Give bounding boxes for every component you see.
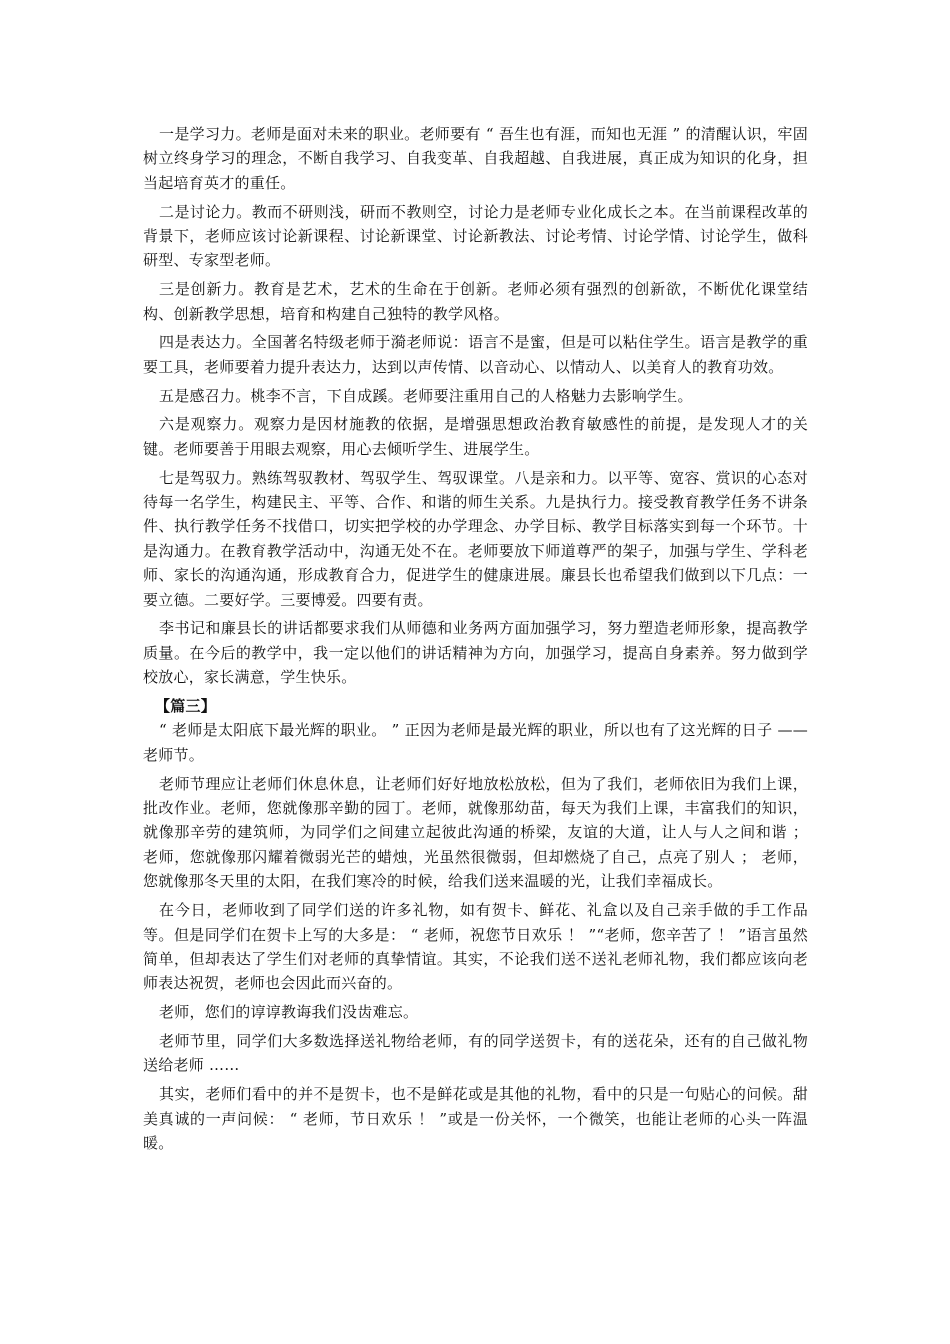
paragraph-observation: 六是观察力。观察力是因材施教的依据，是增强思想政治教育敏感性的前提，是发现人才的关键。老师要善于用眼去观察，用心去倾听学生、进展学生。 (143, 415, 808, 458)
paragraph-gratitude: 老师，您们的谆谆教诲我们没齿难忘。 (159, 1003, 419, 1022)
paragraph-innovation: 三是创新力。教育是艺术，艺术的生命在于创新。老师必须有强烈的创新欲，不断优化课堂结构、创新教学思想，培育和构建自己独特的教学风格。 (143, 280, 808, 323)
paragraph-learning: 一是学习力。老师是面对未来的职业。老师要有 “ 吾生也有涯，而知也无涯 ” 的清醒认识，牢固树立终身学习的理念，不断自我学习、自我变革、自我超越、自我进展，真正成为知识的化身，担当起培育英才的重任。 (143, 125, 808, 192)
paragraph-expression: 四是表达力。全国著名特级老师于漪老师说：语言不是蜜，但是可以粘住学生。语言是教学的重要工具，老师要着力提升表达力，达到以声传情、以音动心、以情动人、以美育人的教育功效。 (143, 333, 808, 376)
paragraph-charisma: 五是感召力。桃李不言，下自成蹊。老师要注重用自己的人格魅力去影响学生。 (159, 386, 693, 405)
paragraph-gift-choices: 老师节里，同学们大多数选择送礼物给老师，有的同学送贺卡，有的送花朵，还有的自己做礼物送给老师 …… (143, 1031, 808, 1075)
paragraph-greeting: 其实，老师们看中的并不是贺卡，也不是鲜花或是其他的礼物，看中的只是一句贴心的问候。甜美真诚的一声问候： “ 老师，节日欢乐 ！ ”或是一份关怀，一个微笑，也能让老师的心头一阵温暖。 (143, 1085, 808, 1152)
paragraph-teachers-day-praise: 老师节理应让老师们休息休息，让老师们好好地放松放松，但为了我们，老师依旧为我们上课，批改作业。老师，您就像那辛勤的园丁。老师，就像那幼苗，每天为我们上课，丰富我们的知识，就像那辛劳的建筑师，为同学们之间建立起彼此沟通的桥梁，友谊的大道，让人与人之间和谐 ； 老师，您就像那闪耀着微弱光芒的蜡烛，光虽然很微弱，但却燃烧了自己，点亮了别人 ； 老师，您就像那冬天里的太阳，在我们寒冷的时候，给我们送来温暖的光，让我们幸福成长。 (143, 774, 808, 891)
paragraph-teachers-day-intro: “ 老师是太阳底下最光辉的职业。 ” 正因为老师是最光辉的职业，所以也有了这光辉的日子 —— 老师节。 (143, 721, 808, 764)
paragraph-control: 七是驾驭力。熟练驾驭教材、驾驭学生、驾驭课堂。八是亲和力。以平等、宽容、赏识的心态对待每一名学生，构建民主、平等、合作、和谐的师生关系。九是执行力。接受教育教学任务不讲条件、执行教学任务不找借口，切实把学校的办学理念、办学目标、教学目标落实到每一个环节。十是沟通力。在教育教学活动中，沟通无处不在。老师要放下师道尊严的架子，加强与学生、学科老师、家长的沟通沟通，形成教育合力，促进学生的健康进展。廉县长也希望我们做到以下几点：一要立德。二要好学。三要博爱。四要有责。 (143, 468, 808, 609)
document-body (143, 122, 808, 1160)
section-heading: 【篇三】 (155, 697, 217, 716)
paragraph-summary: 李书记和廉县长的讲话都要求我们从师德和业务两方面加强学习，努力塑造老师形象，提高教学质量。在今后的教学中，我一定以他们的讲话精神为方向，加强学习，提高自身素养。努力做到学校放心，家长满意，学生快乐。 (143, 619, 808, 687)
paragraph-research: 二是讨论力。教而不研则浅，研而不教则空，讨论力是老师专业化成长之本。在当前课程改革的背景下，老师应该讨论新课程、讨论新课堂、讨论新教法、讨论考情、讨论学情、讨论学生，做科研型、专家型老师。 (143, 202, 808, 270)
paragraph-gifts: 在今日，老师收到了同学们送的许多礼物，如有贺卡、鲜花、礼盒以及自己亲手做的手工作品等。但是同学们在贺卡上写的大多是： “ 老师，祝您节日欢乐 ！ ”“老师，您辛苦了 ！ ”语言虽然简单，但却表达了学生们对老师的真挚情谊。其实，不论我们送不送礼老师礼物，我们都应该向老师表达祝贺，老师也会因此而兴奋的。 (143, 901, 808, 993)
